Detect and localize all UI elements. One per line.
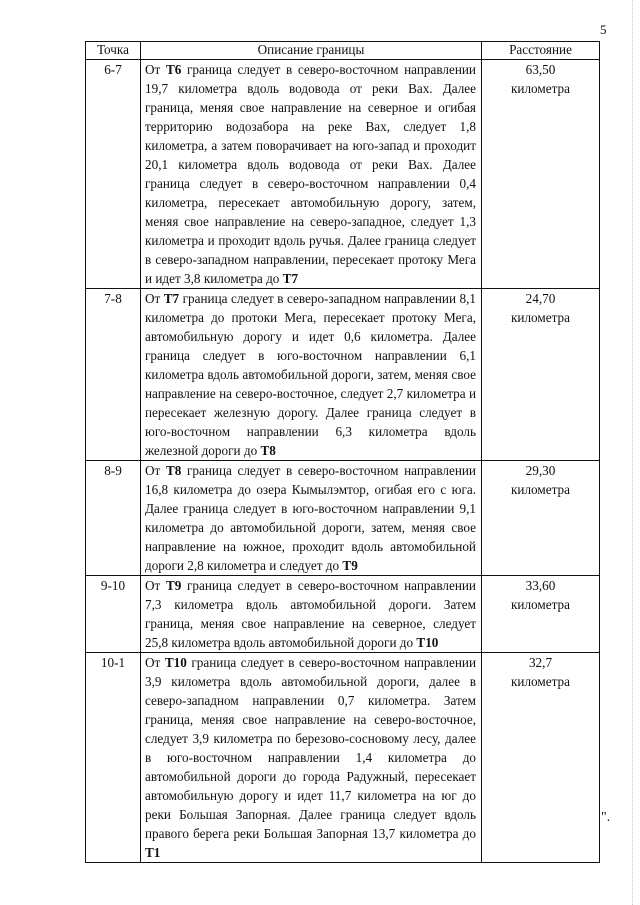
desc-text: граница следует в северо-восточном направлении 3,9 километра вдоль автомобильной дороги, далее в северо-западном направлении 0,7 километра. Затем граница, меняя свое направление на северо-восточное, следует 3,9 километра по березово-сосновому лесу, далее в юго-восточном направлении 1,4 километра до автомобильной дороги до города Радужный, пересекает автомобильную дорогу и идет 11,7 километра на юг до реки Большая Запорная. Далее граница следует вдоль правого берега реки Большая Запорная 13,7 километра до: [145, 655, 476, 841]
distance-value: 33,60: [525, 578, 556, 593]
desc-prefix: От: [145, 655, 165, 670]
desc-prefix: От: [145, 463, 166, 478]
distance-unit: километра: [511, 674, 570, 689]
distance-value: 24,70: [525, 291, 556, 306]
distance-unit: километра: [511, 482, 570, 497]
desc-prefix: От: [145, 578, 166, 593]
table-row: [86, 576, 600, 653]
distance-unit: километра: [511, 81, 570, 96]
distance-cell: [482, 60, 600, 289]
end-point-label: Т7: [282, 271, 299, 286]
boundary-table: [85, 41, 600, 863]
desc-text: граница следует в северо-восточном направлении 16,8 километра до озера Кымылэмтор, огибая его с юга. Далее граница следует в юго-восточном направлении 9,1 километра до автомобильной дороги, затем, меняя свое направление на южное, проходит вдоль автомобильной дороги 2,8 километра и следует до: [145, 463, 476, 573]
distance-value: 63,50: [525, 62, 556, 77]
description-cell: [141, 576, 482, 653]
distance-cell: [482, 653, 600, 863]
start-point-label: Т7: [163, 291, 180, 306]
closing-quote-mark: ".: [601, 810, 611, 825]
end-point-label: Т10: [416, 635, 439, 650]
distance-cell: [482, 461, 600, 576]
table-header-row: [86, 42, 600, 60]
distance-value: 29,30: [525, 463, 556, 478]
table-row: [86, 653, 600, 863]
distance-cell: [482, 289, 600, 461]
desc-text: граница следует в северо-восточном направлении 7,3 километра вдоль автомобильной дороги. Затем граница, меняя свое направление на северное, следует 25,8 километра вдоль автомобильной дороги до: [145, 578, 476, 650]
page-number: 5: [600, 22, 607, 37]
distance-unit: километра: [511, 597, 570, 612]
distance-cell: [482, 576, 600, 653]
table-row: [86, 60, 600, 289]
distance-unit: километра: [511, 310, 570, 325]
start-point-label: Т6: [165, 62, 182, 77]
point-cell: 6-7: [86, 60, 141, 289]
margin-dotted-line: [632, 0, 634, 905]
point-cell: 9-10: [86, 576, 141, 653]
start-point-label: Т8: [165, 463, 182, 478]
end-point-label: Т1: [145, 845, 161, 860]
end-point-label: Т8: [260, 443, 276, 458]
table-row: [86, 289, 600, 461]
desc-text: граница следует в северо-западном направлении 8,1 километра до протоки Мега, пересекает протоку Мега, автомобильную дорогу и идет 0,6 километра. Далее граница следует в юго-восточном направлении 6,1 километра вдоль автомобильной дороги, затем, меняя свое направление на северо-восточное, следует 2,7 километра и пересекает железную дорогу. Далее граница следует в юго-восточном направлении 6,3 километра вдоль железной дороги до: [145, 291, 476, 458]
point-cell: 10-1: [86, 653, 141, 863]
header-description: Описание границы: [141, 42, 482, 60]
end-point-label: Т9: [342, 558, 358, 573]
header-distance: Расстояние: [482, 42, 600, 60]
header-point: Точка: [86, 42, 141, 60]
desc-text: граница следует в северо-восточном направлении 19,7 километра вдоль водовода от реки Вах. Далее граница, меняя свое направление на северное и огибая территорию водозабора на реке Вах, следует 1,8 километра, а затем поворачивает на юго-запад и проходит 20,1 километра вдоль водовода от реки Вах. Далее граница следует в северо-восточном направлении 0,4 километра, пересекает автомобильную дорогу, затем, меняя свое направление на северо-западное, следует 1,3 километра и проходит вдоль ручья. Далее граница следует в северо-западном направлении, пересекает протоку Мега и идет 3,8 километра до: [145, 62, 476, 286]
description-cell: [141, 289, 482, 461]
point-cell: 7-8: [86, 289, 141, 461]
desc-prefix: От: [145, 62, 166, 77]
desc-prefix: От: [145, 291, 164, 306]
start-point-label: Т10: [164, 655, 187, 670]
description-cell: [141, 653, 482, 863]
description-cell: [141, 60, 482, 289]
description-cell: [141, 461, 482, 576]
point-cell: 8-9: [86, 461, 141, 576]
table-row: [86, 461, 600, 576]
distance-value: 32,7: [528, 655, 553, 670]
start-point-label: Т9: [165, 578, 182, 593]
